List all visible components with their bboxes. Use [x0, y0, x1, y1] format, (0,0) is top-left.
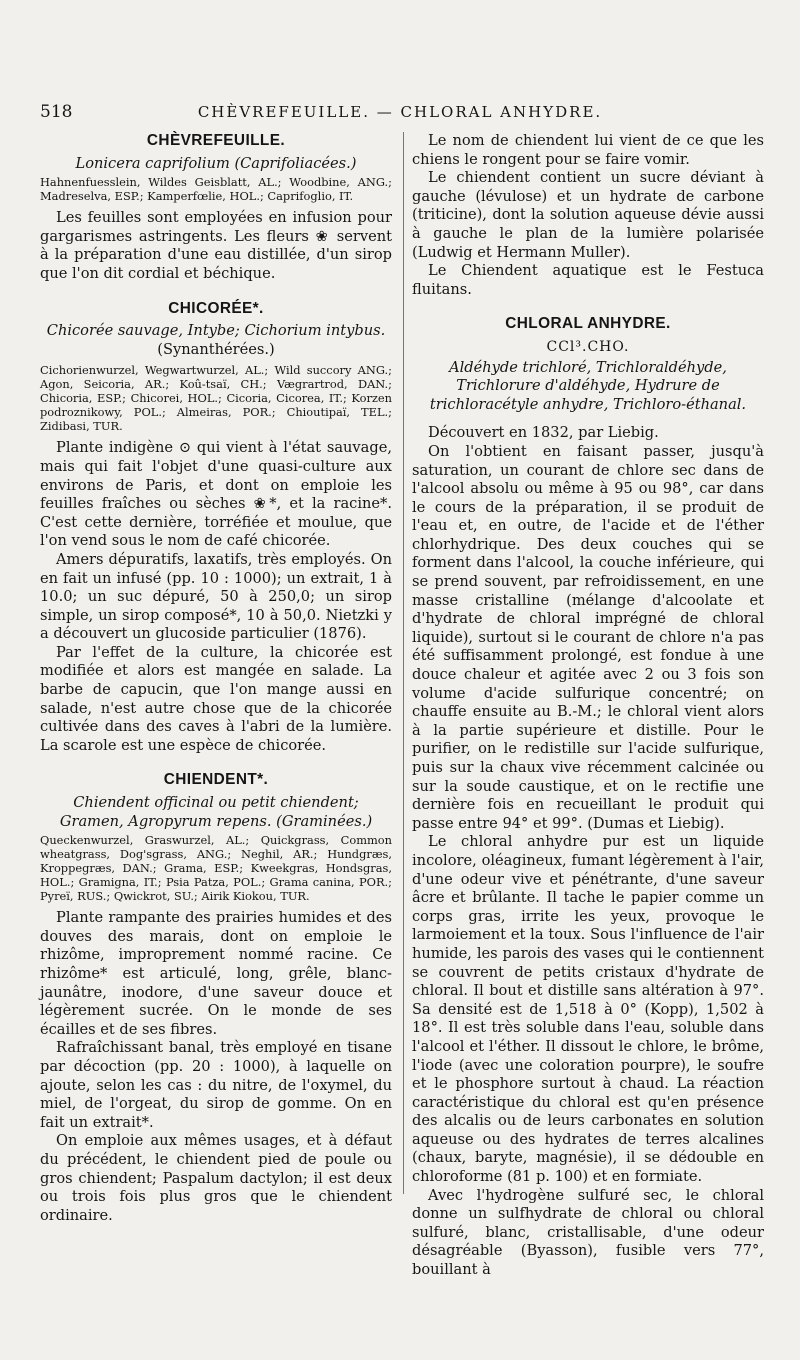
paragraph: Plante rampante des prairies humides et des douves des marais, dont on emploie le rhizôme, improprement nommé racine. Ce rhizôme* est articulé, long, grêle, blanc-jaunâtre, inodore, d'une saveur douce et légèrement sucrée. On le monde de ses écailles et de ses fibres.	[40, 909, 392, 1038]
synonym-names: Aldéhyde trichloré, Trichloraldéhyde, Trichlorure d'aldéhyde, Hydrure de trichloracétyle anhydre, Trichloro-éthanal.	[429, 358, 747, 413]
left-column	[40, 132, 392, 1225]
entry-title-chicoree: CHICORÉE*.	[168, 299, 264, 317]
entry-title-chevrefeuille: CHÈVREFEUILLE.	[146, 132, 286, 149]
paragraph: On l'obtient en faisant passer, jusqu'à saturation, un courant de chlore sec dans de l'alcool absolu ou même à 95 ou 98°, car dans le cours de la préparation, il se produit de l'eau et, en outre, de l'acide et de l'éther chlorhydrique. Des deux couches qui se forment dans l'alcool, la couche inférieure, qui se prend souvent, par refroidissement, en une masse cristalline (mélange d'alcoolate et d'hydrate de chloral imprégné de chloral liquide), surtout si le courant de chlore n'a pas été suffisamment prolongé, est fondue à une douce chaleur et agitée avec 2 ou 3 fois son volume d'acide sulfurique concentré; on chauffe ensuite au B.-M.; le chloral vient alors à la partie supérieure et distille. Pour le purifier, on le redistille sur l'acide sulfurique, puis sur la chaux vive récemment calcinée ou sur la soude caustique, et on le rectifie une dernière fois en recueillant le produit qui passe entre 94° et 99°. (Dumas et Liebig).	[412, 442, 764, 832]
paragraph: Découvert en 1832, par Liebig.	[428, 424, 659, 442]
entry-title-chiendent: CHIENDENT*.	[163, 771, 269, 789]
paragraph: Par l'effet de la culture, la chicorée est modifiée et alors est mangée en salade. La barbe de capucin, que l'on mange aussi en salade, n'est autre chose que de la chicorée cultivée dans des caves à l'abri de la lumière. La scarole est une espèce de chicorée.	[40, 643, 392, 754]
paragraph: Plante indigène ⊙ qui vient à l'état sauvage, mais qui fait l'objet d'une quasi-culture aux environs de Paris, et dont on emploie les feuilles fraîches ou sèches ❀*, et la racine*. C'est cette dernière, torréfiée et moulue, que l'on vend sous le nom de café chicorée.	[40, 439, 392, 550]
running-head: CHÈVREFEUILLE. — CHLORAL ANHYDRE.	[197, 103, 603, 121]
latin-name: Chicorée sauvage, Intybe; Cichorium intybus.	[46, 322, 386, 340]
paragraph: Le chloral anhydre pur est un liquide incolore, oléagineux, fumant légèrement à l'air, d'une odeur vive et pénétrante, d'une saveur âcre et brûlante. Il tache le papier comme un corps gras, irrite les yeux, provoque le larmoiement et la toux. Sous l'influence de l'air humide, les parois des vases qui le contiennent se couvrent de petits cristaux d'hydrate de chloral. Il bout et distille sans altération à 97°. Sa densité est de 1,518 à 0° (Kopp), 1,502 à 18°. Il est très soluble dans l'eau, soluble dans l'alcool et l'éther. Il dissout le chlore, le brôme, l'iode (avec une coloration pourpre), le soufre et le phosphore surtout à chaud. La réaction caractéristique du chloral est qu'en présence des alcalis ou de leurs carbonates en solution aqueuse ou des hydrates de terres alcalines (chaux, baryte, magnésie), il se dédouble en chloroforme (81 p. 100) et en formiate.	[412, 833, 764, 1186]
chemical-formula: CCl³.CHO.	[546, 338, 630, 355]
synonyms: Queckenwurzel, Graswurzel, AL.; Quickgrass, Common wheatgrass, Dog'sgrass, ANG.; Neghil, AR.; Hundgræs, Kroppegræs, DAN.; Grama, ESP.; Kweekgras, Hondsgras, HOL.; Gramigna, IT.; Psia Patza, POL.; Grama canina, POR.; Pyreï, RUS.; Qwickrot, SU.; Airik Kiokou, TUR.	[40, 833, 392, 904]
paragraph: Le chiendent contient un sucre déviant à gauche (lévulose) et un hydrate de carbone (triticine), dont la solution aqueuse dévie aussi à gauche le plan de la lumière polarisée (Ludwig et Hermann Muller).	[412, 169, 764, 261]
paragraph: Avec l'hydrogène sulfuré sec, le chloral donne un sulfhydrate de chloral ou chloral sulfuré, blanc, cristallisable, d'une odeur désagréable (Byasson), fusible vers 77°, bouillant à	[412, 1186, 764, 1279]
synonyms: Hahnenfuesslein, Wildes Geisblatt, AL.; Woodbine, ANG.; Madreselva, ESP.; Kamperfœlie, HOL.; Caprifoglio, IT.	[40, 175, 392, 204]
paragraph: Rafraîchissant banal, très employé en tisane par décoction (pp. 20 : 1000), à laquelle on ajoute, selon les cas : du nitre, de l'oxymel, du miel, de l'orgeat, du sirop de gomme. On en fait un extrait*.	[40, 1039, 392, 1131]
entry-title-chloral: CHLORAL ANHYDRE.	[505, 315, 671, 333]
page-number: 518	[40, 102, 73, 122]
synonyms: Cichorienwurzel, Wegwartwurzel, AL.; Wild succory ANG.; Agon, Seicoria, AR.; Koû-tsaï, CH.; Vægrartrod, DAN.; Chicoria, ESP.; Chicorei, HOL.; Cicoria, Cicorea, IT.; Korzen podroznikowy, POL.; Almeiras, POR.; Chioutipaï, TEL.; Zidibasi, TUR.	[40, 363, 392, 434]
paragraph: Les feuilles sont employées en infusion pour gargarismes astringents. Les fleurs ❀ servent à la préparation d'une eau distillée, d'un sirop que l'on dit cordial et béchique.	[40, 209, 392, 282]
paragraph: Le Chiendent aquatique est le Festuca fluitans.	[412, 262, 764, 298]
column-divider	[403, 132, 404, 1194]
latin-name: Chiendent officinal ou petit chiendent; Gramen, Agropyrum repens. (Graminées.)	[59, 794, 373, 830]
paragraph: Le nom de chiendent lui vient de ce que les chiens le rongent pour se faire vomir.	[412, 132, 764, 168]
latin-name: Lonicera caprifolium (Caprifoliacées.)	[75, 154, 357, 172]
family-name: (Synanthérées.)	[157, 340, 275, 358]
paragraph: On emploie aux mêmes usages, et à défaut du précédent, le chiendent pied de poule ou gros chiendent; Paspalum dactylon; il est deux ou trois fois plus gros que le chiendent ordinaire.	[40, 1132, 392, 1224]
right-column	[412, 132, 764, 1280]
paragraph: Amers dépuratifs, laxatifs, très employés. On en fait un infusé (pp. 10 : 1000); un extrait, 1 à 10.0; un suc dépuré, 50 à 250,0; un sirop simple, un sirop composé*, 10 à 50,0. Nietzki y a découvert un glucoside particulier (1876).	[40, 550, 392, 643]
